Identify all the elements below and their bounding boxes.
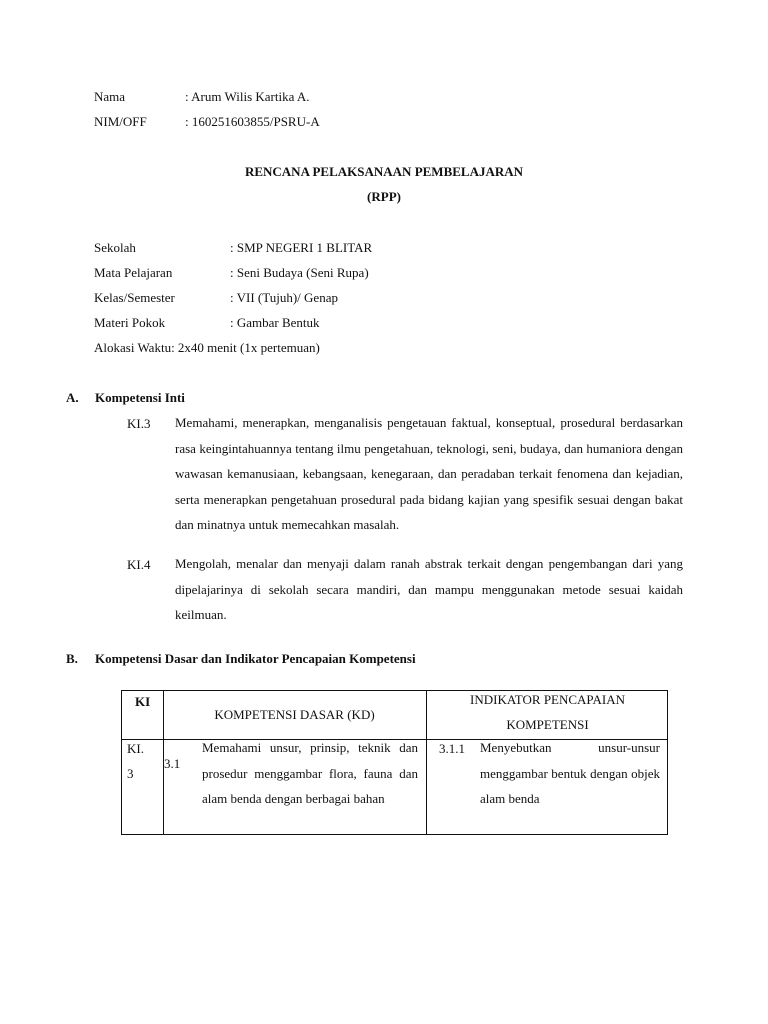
document-subtitle: (RPP) — [367, 189, 401, 204]
nim-label: NIM/OFF — [94, 114, 147, 129]
materi-value: : Gambar Bentuk — [230, 315, 320, 330]
row-ki-code: KI. — [127, 741, 144, 756]
ki4-text: Mengolah, menalar dan menyaji dalam ranah abstrak terkait dengan pengembangan dari yang dipelajarinya di sekolah secara mandiri, dan mampu menggunakan metode sesuai kaidah keilmuan. — [175, 556, 683, 622]
col-header-ipk-line1: INDIKATOR PENCAPAIAN — [470, 692, 625, 707]
row-ipk-number: 3.1.1 — [439, 741, 465, 756]
section-b-title: Kompetensi Dasar dan Indikator Pencapaian Kompetensi — [95, 651, 416, 666]
ki3-code: KI.3 — [127, 416, 151, 431]
nama-value: : Arum Wilis Kartika A. — [185, 89, 310, 104]
document-title: RENCANA PELAKSANAAN PEMBELAJARAN — [244, 164, 524, 179]
col-header-ipk-line2: KOMPETENSI — [506, 717, 589, 732]
col-header-ki: KI — [135, 694, 151, 709]
alokasi-waktu: Alokasi Waktu: 2x40 menit (1x pertemuan) — [94, 340, 320, 355]
section-b-letter: B. — [66, 651, 78, 666]
nama-label: Nama — [94, 89, 126, 104]
kelas-label: Kelas/Semester — [94, 290, 175, 305]
kelas-value: : VII (Tujuh)/ Genap — [230, 290, 338, 305]
row-ipk-text: Menyebutkan unsur-unsur menggambar bentuk dengan objek alam benda — [480, 740, 660, 806]
mapel-label: Mata Pelajaran — [94, 265, 173, 280]
table-divider — [426, 691, 427, 834]
nim-value: : 160251603855/PSRU-A — [185, 114, 320, 129]
sekolah-value: : SMP NEGERI 1 BLITAR — [230, 240, 373, 255]
row-kd-number: 3.1 — [164, 756, 181, 771]
section-a-title: Kompetensi Inti — [95, 390, 185, 405]
ki4-code: KI.4 — [127, 557, 151, 572]
row-ki-number: 3 — [127, 766, 134, 781]
materi-label: Materi Pokok — [94, 315, 166, 330]
ki3-text: Memahami, menerapkan, menganalisis pengetauan faktual, konseptual, prosedural berdasarkan rasa keingintahuannya tentang ilmu pengetahuan, teknologi, seni, budaya, dan humaniora dengan wawasan kemanusiaan, kebangsaan, kenegaraan, dan peradaban terkait fenomena dan kejadian, serta menerapkan pengetahuan prosedural pada bidang kajian yang spesifik sesuai dengan bakat dan minatnya untuk memecahkan masalah. — [175, 415, 683, 532]
mapel-value: : Seni Budaya (Seni Rupa) — [230, 265, 369, 280]
kd-table — [121, 690, 668, 835]
row-kd-text: Memahami unsur, prinsip, teknik dan prosedur menggambar flora, fauna dan alam benda dengan berbagai bahan — [202, 740, 418, 806]
section-a-letter: A. — [66, 390, 79, 405]
sekolah-label: Sekolah — [94, 240, 136, 255]
col-header-kd: KOMPETENSI DASAR (KD) — [214, 707, 375, 722]
